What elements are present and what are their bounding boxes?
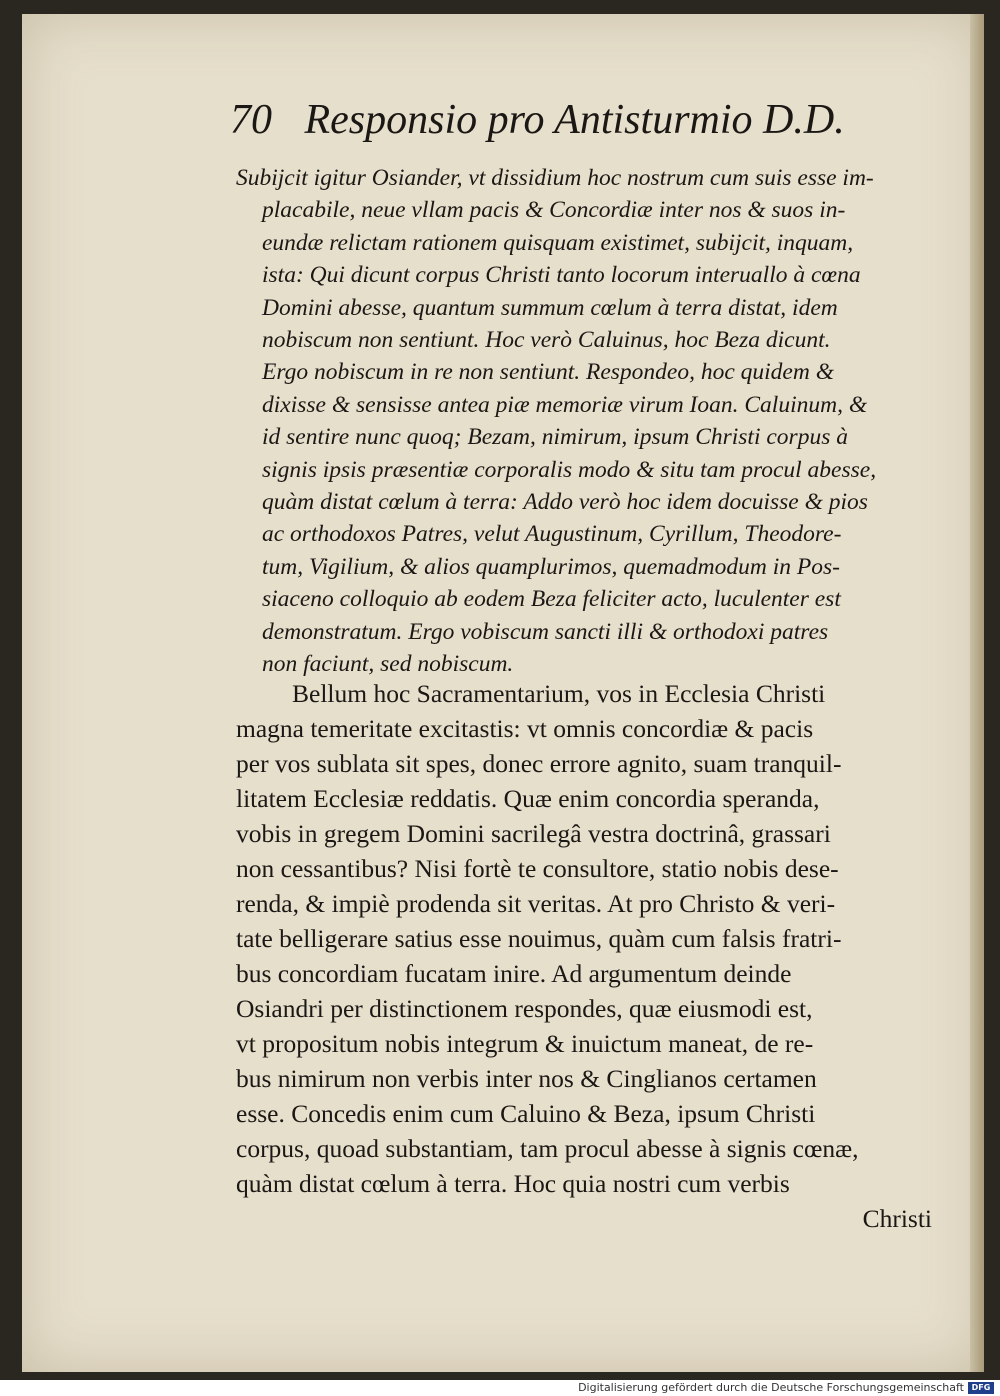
- italic-line: ista: Qui dicunt corpus Christi tanto locorum interuallo à cœna: [262, 262, 861, 289]
- italic-line: quàm distat cœlum à terra: Addo verò hoc idem docuisse & pios: [262, 489, 868, 516]
- italic-line: id sentire nunc quoq; Bezam, nimirum, ipsum Christi corpus à: [262, 424, 848, 451]
- footer-credit: Digitalisierung gefördert durch die Deutsche Forschungsgemeinschaft: [578, 1381, 964, 1394]
- italic-line: Domini abesse, quantum summum cœlum à terra distat, idem: [262, 294, 838, 321]
- italic-line: Ergo nobiscum in re non sentiunt. Respondeo, hoc quidem &: [262, 359, 834, 386]
- text-line: esse. Concedis enim cum Caluino & Beza, ipsum Christi: [236, 1099, 816, 1128]
- text-line: Bellum hoc Sacramentarium, vos in Ecclesia Christi: [292, 679, 826, 708]
- italic-line: siaceno colloquio ab eodem Beza feliciter acto, luculenter est: [262, 586, 841, 613]
- catchword: Christi: [862, 1204, 932, 1233]
- italic-line: Subijcit igitur Osiander, vt dissidium hoc nostrum cum suis esse im-: [236, 165, 874, 191]
- italic-line: eundæ relictam rationem quisquam existimet, subijcit, inquam,: [262, 229, 854, 256]
- page-number: 70: [230, 97, 272, 143]
- text-line: magna temeritate excitastis: vt omnis concordiæ & pacis: [236, 714, 814, 743]
- italic-line: tum, Vigilium, & alios quamplurimos, quemadmodum in Pos-: [262, 553, 840, 580]
- italic-line: dixisse & sensisse antea piæ memoriæ virum Ioan. Caluinum, &: [262, 391, 868, 418]
- dfg-logo: DFG: [968, 1382, 994, 1394]
- text-line: vobis in gregem Domini sacrilegâ vestra doctrinâ, grassari: [236, 819, 831, 848]
- running-title: Responsio pro Antisturmio D.D.: [304, 97, 845, 143]
- italic-quotation: [236, 162, 936, 681]
- italic-line: placabile, neue vllam pacis & Concordiæ inter nos & suos in-: [262, 197, 846, 224]
- text-line: vt propositum nobis integrum & inuictum maneat, de re-: [236, 1029, 814, 1058]
- text-line: corpus, quoad substantiam, tam procul abesse à signis cœnæ,: [236, 1134, 859, 1163]
- italic-line: non faciunt, sed nobiscum.: [262, 651, 514, 678]
- text-line: bus concordiam fucatam inire. Ad argumentum deinde: [236, 959, 792, 988]
- text-line: bus nimirum non verbis inter nos & Cinglianos certamen: [236, 1064, 817, 1093]
- text-line: tate belligerare satius esse nouimus, quàm cum falsis fratri-: [236, 924, 842, 953]
- italic-line: signis ipsis præsentiæ corporalis modo & situ tam procul abesse,: [262, 456, 877, 483]
- text-line: Osiandri per distinctionem respondes, quæ eiusmodi est,: [236, 994, 813, 1023]
- running-header: [230, 96, 870, 156]
- text-line: per vos sublata sit spes, donec errore agnito, suam tranquil-: [236, 749, 842, 778]
- text-line: quàm distat cœlum à terra. Hoc quia nostri cum verbis: [236, 1169, 790, 1198]
- text-line: litatem Ecclesiæ reddatis. Quæ enim concordia speranda,: [236, 784, 820, 813]
- main-paragraph: [236, 676, 936, 1236]
- text-line: renda, & impiè prodenda sit veritas. At pro Christo & veri-: [236, 889, 836, 918]
- text-line: non cessantibus? Nisi fortè te consultore, statio nobis dese-: [236, 854, 839, 883]
- italic-line: demonstratum. Ergo vobiscum sancti illi & orthodoxi patres: [262, 618, 829, 645]
- page-edge: [970, 14, 984, 1372]
- italic-line: nobiscum non sentiunt. Hoc verò Caluinus, hoc Beza dicunt.: [262, 327, 831, 354]
- italic-line: ac orthodoxos Patres, velut Augustinum, Cyrillum, Theodore-: [262, 521, 842, 548]
